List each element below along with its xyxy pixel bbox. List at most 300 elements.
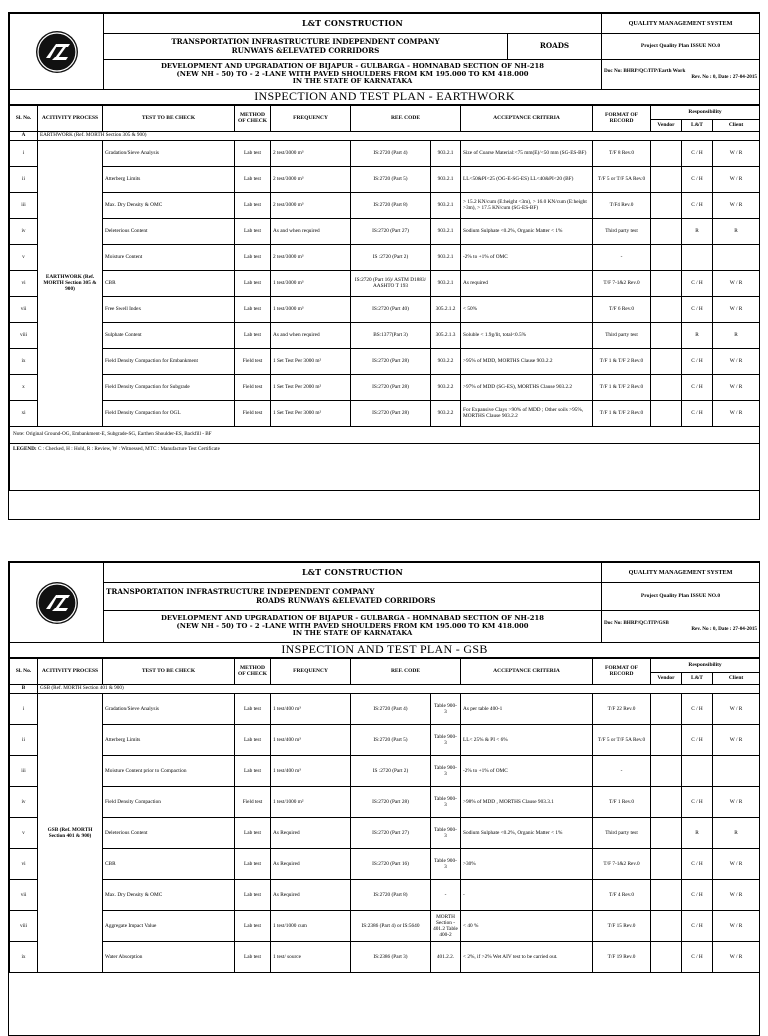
roads-label: ROADS — [508, 34, 602, 60]
format-cell: - — [593, 755, 651, 786]
frequency-cell: As Required — [271, 879, 351, 910]
project-line-2: (NEW NH - 50) TO - 2 -LANE WITH PAVED SHOULDERS FROM KM 195.000 TO KM 418.000 — [176, 621, 529, 630]
clause-cell: 903.2.1 — [431, 270, 461, 296]
test-cell: CBR — [103, 270, 235, 296]
itp-table-gsb — [9, 658, 760, 973]
vendor-cell — [651, 400, 682, 426]
col-method: METHOD OF CHECK — [235, 105, 271, 131]
ref-code-cell: IS :2720 (Part 2) — [351, 244, 431, 270]
ref-code-cell: IS:2720 (Part 5) — [351, 724, 431, 755]
frequency-cell: 1 test/1000 m² — [271, 786, 351, 817]
criteria-cell: >98% of MDD , MORTHS Clause 903.3.1 — [461, 786, 593, 817]
doc-info — [602, 611, 760, 643]
criteria-cell: Sodium Sulphate <0.2%, Organic Matter < 1% — [461, 218, 593, 244]
lt-cell: R — [682, 322, 713, 348]
method-cell: Lab test — [235, 140, 271, 166]
clause-cell: Table 900-3 — [431, 724, 461, 755]
frequency-cell: 1 test/3000 m³ — [271, 270, 351, 296]
vendor-cell — [651, 817, 682, 848]
format-cell: T/F 4 Rev.0 — [593, 879, 651, 910]
table-row — [10, 140, 760, 166]
sl-cell: ii — [10, 724, 38, 755]
lt-cell: C / H — [682, 693, 713, 724]
col-activity: ACITIVITY PROCESS — [38, 658, 103, 684]
table-row — [10, 848, 760, 879]
method-cell: Lab test — [235, 192, 271, 218]
frequency-cell: As and when required — [271, 322, 351, 348]
clause-cell: 903.2.1 — [431, 192, 461, 218]
header-table-2 — [9, 562, 760, 658]
activity-cell — [38, 755, 103, 786]
sl-cell: vii — [10, 296, 38, 322]
lt-cell: C / H — [682, 400, 713, 426]
method-cell: Lab test — [235, 270, 271, 296]
test-cell: Field Density Compaction for Subgrade — [103, 374, 235, 400]
doc-number: Doc No: BHRP/QC/ITP/GSB — [604, 619, 669, 626]
activity-cell — [38, 296, 103, 322]
activity-cell — [38, 400, 103, 426]
test-cell: Atterberg Limits — [103, 724, 235, 755]
method-cell: Field test — [235, 348, 271, 374]
activity-cell — [38, 166, 103, 192]
sl-cell: v — [10, 817, 38, 848]
table-row — [10, 270, 760, 296]
activity-cell — [38, 724, 103, 755]
doc-info — [602, 60, 760, 90]
criteria-cell: - — [461, 879, 593, 910]
ref-code-cell: IS:2720 (Part 8) — [351, 879, 431, 910]
method-cell: Lab test — [235, 322, 271, 348]
ref-code-cell: IS:2720 (Part 8) — [351, 192, 431, 218]
col-frequency: FREQUENCY — [271, 658, 351, 684]
frequency-cell: 1 Set Test Per 3000 m² — [271, 400, 351, 426]
criteria-cell: >30% — [461, 848, 593, 879]
col-client: Client — [713, 672, 760, 684]
activity-cell: GSB (Ref. MORTH Section 401 & 900) — [38, 817, 103, 848]
col-ref-code: REF. CODE — [351, 658, 461, 684]
client-cell: W / R — [713, 166, 760, 192]
table-row — [10, 941, 760, 972]
project-line-3: IN THE STATE OF KARNATAKA — [292, 77, 413, 86]
sl-cell: v — [10, 244, 38, 270]
test-cell: Field Density Compaction — [103, 786, 235, 817]
vendor-cell — [651, 879, 682, 910]
activity-cell: EARTHWORK (Ref. MORTH Section 305 & 900) — [38, 270, 103, 296]
ref-code-cell: IS:2720 (Part 28) — [351, 348, 431, 374]
sl-cell: i — [10, 140, 38, 166]
format-cell: T/F 5 or T/F 5A Rev.0 — [593, 724, 651, 755]
vendor-cell — [651, 910, 682, 941]
lt-cell: C / H — [682, 348, 713, 374]
lt-cell: C / H — [682, 296, 713, 322]
ref-code-cell: BS:1377(Part 3) — [351, 322, 431, 348]
ref-code-cell: IS:2720 (Part 27) — [351, 817, 431, 848]
qms-label: QUALITY MANAGEMENT SYSTEM — [602, 563, 760, 583]
col-frequency: FREQUENCY — [271, 105, 351, 131]
format-cell: T/F 19 Rev.0 — [593, 941, 651, 972]
section-letter: A — [10, 131, 38, 140]
format-cell: Third party test — [593, 817, 651, 848]
format-cell: T/F4 Rev.0 — [593, 192, 651, 218]
frequency-cell: As Required — [271, 848, 351, 879]
clause-cell: 903.2.2 — [431, 400, 461, 426]
criteria-cell: LL< 25% & PI < 6% — [461, 724, 593, 755]
lt-cell: C / H — [682, 848, 713, 879]
col-lt: L&T — [682, 672, 713, 684]
col-vendor: Vendor — [651, 672, 682, 684]
client-cell: W / R — [713, 400, 760, 426]
criteria-cell: < 2%, if >2% Wet AIV test to be carried out. — [461, 941, 593, 972]
sl-cell: x — [10, 374, 38, 400]
activity-cell — [38, 941, 103, 972]
criteria-cell: > 15.2 KN/cum (E:height <3m), > 16.0 KN/cum (E:height >3m), > 17.5 KN/cum (SG-ES-BF) — [461, 192, 593, 218]
lt-cell: R — [682, 218, 713, 244]
ref-code-cell: IS:2720 (Part 16)/ ASTM D1883/ AASHTO T 193 — [351, 270, 431, 296]
project-title — [104, 611, 602, 643]
test-cell: Deleterious Content — [103, 817, 235, 848]
plan-issue: Project Quality Plan ISSUE NO.0 — [602, 583, 760, 611]
criteria-cell: < 40 % — [461, 910, 593, 941]
itp-table-earthwork — [9, 105, 760, 491]
table-row — [10, 879, 760, 910]
criteria-cell: Sodium Sulphate <0.2%, Organic Matter < 1% — [461, 817, 593, 848]
ref-code-cell: IS:2720 (Part 4) — [351, 140, 431, 166]
client-cell: W / R — [713, 879, 760, 910]
ref-code-cell: IS:2720 (Part 4) — [351, 693, 431, 724]
method-cell: Lab test — [235, 848, 271, 879]
format-cell: T/F 5 or T/F 5A Rev.0 — [593, 166, 651, 192]
project-line-1: DEVELOPMENT AND UPGRADATION OF BIJAPUR - GULBARGA - HOMNABAD SECTION OF NH-218 — [161, 62, 544, 71]
test-cell: Water Absorption — [103, 941, 235, 972]
legend-text: C : Checked, H : Hold, R : Review, W : Witnessed, MTC : Manufacture Test Certificate — [36, 445, 220, 452]
clause-cell: 401.2.2. — [431, 941, 461, 972]
col-responsibility: Responsibility — [651, 658, 760, 672]
frequency-cell: 2 test/3000 m³ — [271, 192, 351, 218]
vendor-cell — [651, 724, 682, 755]
col-method: METHOD OF CHECK — [235, 658, 271, 684]
method-cell: Lab test — [235, 244, 271, 270]
format-cell: - — [593, 244, 651, 270]
format-cell: T/F 1 Rev.0 — [593, 786, 651, 817]
sl-cell: viii — [10, 910, 38, 941]
lt-cell: C / H — [682, 166, 713, 192]
activity-cell — [38, 218, 103, 244]
doc-number: Doc No: BHRP/QC/ITP/Earth Work — [604, 67, 686, 74]
col-format: FORMAT OF RECORD — [593, 658, 651, 684]
table-row — [10, 910, 760, 941]
client-cell: R — [713, 322, 760, 348]
frequency-cell: 1 Set Test Per 2000 m² — [271, 374, 351, 400]
clause-cell: 903.2.1 — [431, 218, 461, 244]
method-cell: Lab test — [235, 218, 271, 244]
test-cell: Gradation/Sieve Analysis — [103, 693, 235, 724]
revision-date: Rev. No : 0, Date : 27-04-2015 — [691, 73, 758, 80]
frequency-cell: 2 test/3000 m³ — [271, 140, 351, 166]
project-title — [104, 60, 602, 90]
lt-cell: C / H — [682, 786, 713, 817]
runways-line: RUNWAYS &ELEVATED CORRIDORS — [231, 45, 380, 55]
client-cell: R — [713, 817, 760, 848]
activity-cell — [38, 879, 103, 910]
col-lt: L&T — [682, 119, 713, 131]
clause-cell: 903.2.1 — [431, 244, 461, 270]
client-cell: W / R — [713, 374, 760, 400]
test-cell: Aggregate Impact Value — [103, 910, 235, 941]
test-cell: Sulphate Content — [103, 322, 235, 348]
clause-cell: 903.2.2 — [431, 374, 461, 400]
table-row — [10, 374, 760, 400]
vendor-cell — [651, 296, 682, 322]
format-cell: T/F 7-1&2 Rev.0 — [593, 848, 651, 879]
format-cell: T/F 8 Rev.0 — [593, 140, 651, 166]
sl-cell: viii — [10, 322, 38, 348]
col-sl: Sl. No. — [10, 658, 38, 684]
table-row — [10, 755, 760, 786]
vendor-cell — [651, 192, 682, 218]
criteria-cell: Soluble < 1.9g/lit, total<0.5% — [461, 322, 593, 348]
document-page-gsb — [8, 561, 760, 1036]
clause-cell: Table 900-3 — [431, 817, 461, 848]
activity-cell — [38, 244, 103, 270]
vendor-cell — [651, 270, 682, 296]
frequency-cell: 2 test/3000 m³ — [271, 244, 351, 270]
format-cell: T/F 7-1&2 Rev.0 — [593, 270, 651, 296]
criteria-cell: As per table 400-1 — [461, 693, 593, 724]
table-row — [10, 192, 760, 218]
criteria-cell: < 50% — [461, 296, 593, 322]
activity-cell — [38, 192, 103, 218]
legend — [10, 443, 760, 490]
vendor-cell — [651, 693, 682, 724]
section-title: GSB (Ref. MORTH Section 401 & 900) — [38, 684, 760, 693]
sl-cell: ix — [10, 941, 38, 972]
clause-cell: Table 900-3 — [431, 755, 461, 786]
clause-cell: 305.2.1.3 — [431, 322, 461, 348]
clause-cell: 903.2.1 — [431, 140, 461, 166]
activity-cell — [38, 322, 103, 348]
client-cell: W / R — [713, 786, 760, 817]
test-cell: Field Density Compaction for OGL — [103, 400, 235, 426]
activity-cell — [38, 848, 103, 879]
clause-cell: 903.2.2 — [431, 348, 461, 374]
test-cell: Field Density Compaction for Embankment — [103, 348, 235, 374]
criteria-cell: LL<50&PI<25 (OG-E-SG-ES) LL<40&PI<20 (BF) — [461, 166, 593, 192]
frequency-cell: 1 test/1000 cum — [271, 910, 351, 941]
sl-cell: vii — [10, 879, 38, 910]
sl-cell: ii — [10, 166, 38, 192]
sl-cell: xi — [10, 400, 38, 426]
method-cell: Field test — [235, 786, 271, 817]
format-cell: T/F 1 & T/F 2 Rev.0 — [593, 374, 651, 400]
lt-logo-icon — [36, 582, 78, 624]
ref-code-cell: IS:2720 (Part 28) — [351, 374, 431, 400]
clause-cell: 305.2.1.2 — [431, 296, 461, 322]
ref-code-cell: IS:2720 (Part 27) — [351, 218, 431, 244]
test-cell: Atterberg Limits — [103, 166, 235, 192]
activity-cell — [38, 140, 103, 166]
client-cell: W / R — [713, 270, 760, 296]
lt-cell: C / H — [682, 374, 713, 400]
vendor-cell — [651, 244, 682, 270]
col-sl: Sl. No. — [10, 105, 38, 131]
vendor-cell — [651, 166, 682, 192]
method-cell: Lab test — [235, 296, 271, 322]
activity-cell — [38, 786, 103, 817]
method-cell: Lab test — [235, 817, 271, 848]
ref-code-cell: IS:2720 (Part 16) — [351, 848, 431, 879]
qms-label: QUALITY MANAGEMENT SYSTEM — [602, 14, 760, 34]
method-cell: Lab test — [235, 724, 271, 755]
sl-cell: iii — [10, 192, 38, 218]
col-test: TEST TO BE CHECK — [103, 658, 235, 684]
lt-cell — [682, 755, 713, 786]
lt-cell — [682, 244, 713, 270]
table-row — [10, 244, 760, 270]
method-cell: Lab test — [235, 941, 271, 972]
table-row — [10, 322, 760, 348]
footnote: Note: Original Ground-OG, Embankment-E, Subgrade-SG, Earthen Shoulder-ES, Backfill - BF — [10, 426, 760, 443]
lt-cell: C / H — [682, 140, 713, 166]
sl-cell: iii — [10, 755, 38, 786]
section-title: EARTHWORK (Ref. MORTH Section 305 & 900) — [38, 131, 760, 140]
client-cell — [713, 244, 760, 270]
client-cell: W / R — [713, 348, 760, 374]
runways-line: ROADS RUNWAYS &ELEVATED CORRIDORS — [256, 595, 436, 605]
clause-cell: Table 900-3 — [431, 786, 461, 817]
table-row — [10, 348, 760, 374]
lt-cell: C / H — [682, 192, 713, 218]
clause-cell: 903.2.1 — [431, 166, 461, 192]
format-cell: Third party test — [593, 218, 651, 244]
col-ref-code: REF. CODE — [351, 105, 461, 131]
lt-logo-icon — [36, 31, 78, 73]
test-cell: Max. Dry Density & OMC — [103, 192, 235, 218]
frequency-cell: As and when required — [271, 218, 351, 244]
division-name — [104, 583, 602, 611]
table-row — [10, 786, 760, 817]
format-cell: T/F 1 & T/F 2 Rev.0 — [593, 348, 651, 374]
col-criteria: ACCEPTANCE CRITERIA — [461, 105, 593, 131]
ref-code-cell: IS:2720 (Part 28) — [351, 400, 431, 426]
lt-cell: C / H — [682, 941, 713, 972]
vendor-cell — [651, 786, 682, 817]
test-cell: Moisture Content prior to Compaction — [103, 755, 235, 786]
table-row — [10, 400, 760, 426]
ref-code-cell: IS:2386 (Part 3) — [351, 941, 431, 972]
vendor-cell — [651, 848, 682, 879]
frequency-cell: 1 test/3000 m³ — [271, 296, 351, 322]
company-name: L&T CONSTRUCTION — [104, 14, 602, 34]
table-row — [10, 218, 760, 244]
logo-cell — [10, 563, 104, 643]
ref-code-cell: IS:2386 (Part 4) or IS:5640 — [351, 910, 431, 941]
col-criteria: ACCEPTANCE CRITERIA — [461, 658, 593, 684]
client-cell: W / R — [713, 848, 760, 879]
activity-cell — [38, 374, 103, 400]
client-cell: W / R — [713, 941, 760, 972]
lt-cell: C / H — [682, 879, 713, 910]
method-cell: Lab test — [235, 910, 271, 941]
criteria-cell: >97% of MDD (SG-ES), MORTHS Clause 903.2.2 — [461, 374, 593, 400]
activity-cell — [38, 910, 103, 941]
division-line: TRANSPORTATION INFRASTRUCTURE INDEPENDENT COMPANY — [171, 37, 440, 47]
ref-code-cell: IS :2720 (Part 2) — [351, 755, 431, 786]
page-title: INSPECTION AND TEST PLAN - EARTHWORK — [10, 90, 760, 105]
method-cell: Lab test — [235, 879, 271, 910]
project-line-2: (NEW NH - 50) TO - 2 -LANE WITH PAVED SHOULDERS FROM KM 195.000 TO KM 418.000 — [176, 69, 529, 78]
frequency-cell: 1 test/400 m³ — [271, 724, 351, 755]
clause-cell: Table 900-3 — [431, 848, 461, 879]
company-name: L&T CONSTRUCTION — [104, 563, 602, 583]
clause-cell: MORTH Section - 401.2 Table 400-2 — [431, 910, 461, 941]
lt-cell: R — [682, 817, 713, 848]
criteria-cell: Size of Coarse Material:<75 mm(E)/<50 mm (SG-ES-BF) — [461, 140, 593, 166]
client-cell: W / R — [713, 910, 760, 941]
client-cell: W / R — [713, 192, 760, 218]
logo-cell — [10, 14, 104, 90]
vendor-cell — [651, 755, 682, 786]
table-row — [10, 296, 760, 322]
vendor-cell — [651, 322, 682, 348]
activity-cell — [38, 348, 103, 374]
sl-cell: vi — [10, 848, 38, 879]
method-cell: Lab test — [235, 755, 271, 786]
sl-cell: i — [10, 693, 38, 724]
ref-code-cell: IS:2720 (Part 28) — [351, 786, 431, 817]
test-cell: CBR — [103, 848, 235, 879]
format-cell: T/F 15 Rev.0 — [593, 910, 651, 941]
vendor-cell — [651, 374, 682, 400]
vendor-cell — [651, 218, 682, 244]
lt-cell: C / H — [682, 270, 713, 296]
project-line-3: IN THE STATE OF KARNATAKA — [292, 629, 413, 638]
revision-date: Rev. No : 0, Date : 27-04-2015 — [691, 625, 758, 632]
page-title: INSPECTION AND TEST PLAN - GSB — [10, 643, 760, 658]
activity-cell — [38, 693, 103, 724]
criteria-cell: For Expansive Clays >90% of MDD ; Other soils >95%, MORTHS Clause 903.2.2 — [461, 400, 593, 426]
clause-cell: Table 900-3 — [431, 693, 461, 724]
division-name — [104, 34, 508, 60]
sl-cell: vi — [10, 270, 38, 296]
format-cell: Third party test — [593, 322, 651, 348]
client-cell: W / R — [713, 693, 760, 724]
vendor-cell — [651, 941, 682, 972]
project-line-1: DEVELOPMENT AND UPGRADATION OF BIJAPUR - GULBARGA - HOMNABAD SECTION OF NH-218 — [161, 614, 544, 623]
ref-code-cell: IS:2720 (Part 5) — [351, 166, 431, 192]
sl-cell: iv — [10, 218, 38, 244]
clause-cell: - — [431, 879, 461, 910]
frequency-cell: 1 test/ source — [271, 941, 351, 972]
client-cell: W / R — [713, 724, 760, 755]
lt-cell: C / H — [682, 910, 713, 941]
criteria-cell: -2% to +1% of OMC — [461, 244, 593, 270]
client-cell — [713, 755, 760, 786]
frequency-cell: As Required — [271, 817, 351, 848]
vendor-cell — [651, 348, 682, 374]
sl-cell: iv — [10, 786, 38, 817]
vendor-cell — [651, 140, 682, 166]
col-test: TEST TO BE CHECK — [103, 105, 235, 131]
criteria-cell: >95% of MDD, MORTHS Clause 903.2.2 — [461, 348, 593, 374]
frequency-cell: 1 test/400 m³ — [271, 693, 351, 724]
method-cell: Field test — [235, 400, 271, 426]
document-page-earthwork — [8, 12, 760, 520]
method-cell: Lab test — [235, 693, 271, 724]
client-cell: W / R — [713, 296, 760, 322]
table-row — [10, 693, 760, 724]
plan-issue: Project Quality Plan ISSUE NO.0 — [602, 34, 760, 60]
col-vendor: Vendor — [651, 119, 682, 131]
